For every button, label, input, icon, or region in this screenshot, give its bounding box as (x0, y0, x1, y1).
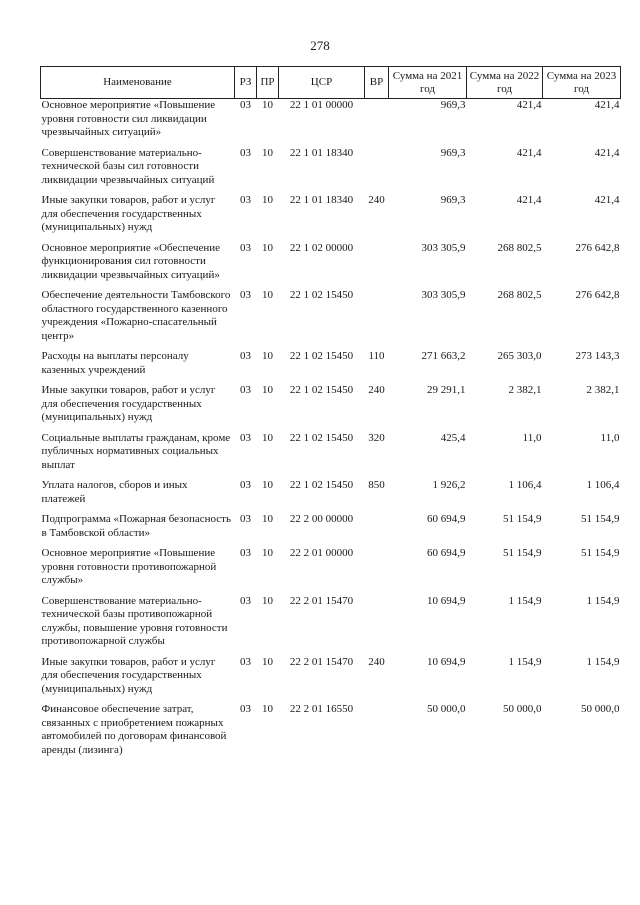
cell-sum-2021: 50 000,0 (427, 703, 466, 715)
cell-vr: 240 (368, 194, 385, 206)
cell-name: Обеспечение деятельности Тамбовского областного государственного казенного учреждения «Пожарно-спасательный центр» (41, 289, 231, 342)
cell-sum-2023: 50 000,0 (581, 703, 620, 715)
cell-csr: 22 2 01 00000 (289, 547, 354, 559)
cell-rz: 03 (240, 547, 251, 559)
cell-sum-2021: 425,4 (440, 431, 466, 444)
cell-csr: 22 1 01 00000 (289, 99, 354, 111)
cell-sum-2023: 11,0 (600, 431, 620, 444)
cell-pr: 10 (262, 289, 273, 301)
cell-name: Основное мероприятие «Обеспечение функционирования сил готовности ликвидации чрезвычайных ситуаций» (41, 241, 221, 281)
cell-rz: 03 (240, 194, 251, 206)
cell-sum-2023: 276 642,8 (575, 289, 620, 301)
cell-sum-2023: 421,4 (594, 194, 620, 206)
cell-sum-2023: 421,4 (594, 99, 620, 111)
cell-rz: 03 (240, 350, 251, 362)
cell-sum-2021: 10 694,9 (427, 594, 466, 607)
cell-csr: 22 1 01 18340 (289, 146, 354, 159)
cell-name: Финансовое обеспечение затрат, связанных с приобретением пожарных автомобилей по договорам финансовой аренды (лизинга) (41, 703, 227, 756)
cell-sum-2022: 421,4 (516, 146, 542, 159)
cell-csr: 22 1 02 15450 (289, 384, 354, 396)
cell-name: Иные закупки товаров, работ и услуг для обеспечения государственных (муниципальных) нужд (41, 194, 216, 233)
cell-sum-2021: 303 305,9 (421, 241, 466, 254)
cell-vr (365, 99, 389, 147)
cell-csr: 22 1 02 15450 (289, 350, 354, 362)
cell-csr: 22 2 01 15470 (289, 655, 354, 668)
cell-csr: 22 1 02 00000 (289, 241, 354, 254)
cell-vr: 240 (368, 655, 385, 668)
cell-sum-2022: 268 802,5 (497, 241, 542, 254)
cell-rz: 03 (240, 384, 251, 396)
cell-sum-2023: 1 106,4 (586, 479, 620, 491)
cell-pr: 10 (262, 384, 273, 396)
cell-sum-2022: 265 303,0 (497, 350, 542, 362)
table-row (41, 479, 621, 513)
cell-name: Совершенствование материально-технической базы противопожарной службы, повышение уровня готовности противопожарной службы (41, 594, 228, 647)
cell-sum-2022: 421,4 (516, 99, 542, 111)
cell-sum-2021: 271 663,2 (421, 350, 466, 362)
cell-rz: 03 (240, 241, 251, 254)
page-number: 278 (310, 38, 330, 53)
cell-vr (365, 595, 389, 656)
table-row (41, 289, 621, 350)
cell-sum-2023: 276 642,8 (575, 241, 620, 254)
cell-pr: 10 (262, 655, 273, 668)
table-row (41, 547, 621, 595)
cell-name: Совершенствование материально-технической базы сил готовности ликвидации чрезвычайных ситуаций (41, 146, 215, 186)
cell-sum-2023: 51 154,9 (581, 513, 620, 525)
cell-name: Основное мероприятие «Повышение уровня готовности противопожарной службы» (41, 547, 217, 586)
cell-sum-2021: 10 694,9 (427, 655, 466, 668)
cell-csr: 22 2 01 16550 (289, 703, 354, 715)
table-header-row (41, 67, 621, 99)
cell-sum-2021: 969,3 (440, 146, 466, 159)
cell-vr: 320 (368, 431, 385, 444)
cell-pr: 10 (262, 146, 273, 159)
cell-name: Иные закупки товаров, работ и услуг для обеспечения государственных (муниципальных) нужд (41, 384, 216, 423)
table-row (41, 194, 621, 242)
table-row (41, 384, 621, 432)
cell-sum-2023: 2 382,1 (586, 384, 620, 396)
cell-sum-2023: 273 143,3 (575, 350, 620, 362)
header-sum-2021: Сумма на 2021 год (389, 67, 467, 99)
cell-vr: 110 (368, 350, 385, 362)
cell-rz: 03 (240, 99, 251, 111)
cell-sum-2022: 2 382,1 (508, 384, 542, 396)
cell-pr: 10 (262, 431, 273, 444)
header-pr: ПР (257, 67, 279, 99)
cell-sum-2022: 1 154,9 (508, 655, 542, 668)
cell-sum-2021: 60 694,9 (427, 547, 466, 559)
cell-name: Подпрограмма «Пожарная безопасность в Тамбовской области» (41, 513, 231, 539)
cell-sum-2022: 268 802,5 (497, 289, 542, 301)
cell-name: Расходы на выплаты персоналу казенных учреждений (41, 350, 189, 376)
cell-sum-2022: 50 000,0 (503, 703, 542, 715)
cell-vr (365, 242, 389, 290)
table-row (41, 703, 621, 764)
cell-sum-2023: 1 154,9 (586, 655, 620, 668)
cell-sum-2021: 969,3 (440, 99, 466, 111)
cell-name: Уплата налогов, сборов и иных платежей (41, 479, 188, 505)
table-body (41, 99, 621, 765)
cell-csr: 22 1 02 15450 (289, 289, 354, 301)
header-csr: ЦСР (279, 67, 365, 99)
cell-pr: 10 (262, 513, 273, 525)
cell-vr (365, 147, 389, 195)
cell-csr: 22 1 02 15450 (289, 479, 354, 491)
cell-name: Основное мероприятие «Повышение уровня готовности сил ликвидации чрезвычайных ситуаций» (41, 99, 216, 138)
cell-name: Социальные выплаты гражданам, кроме публичных нормативных социальных выплат (41, 431, 231, 471)
cell-sum-2023: 51 154,9 (581, 547, 620, 559)
cell-sum-2021: 969,3 (440, 194, 466, 206)
cell-sum-2022: 51 154,9 (503, 513, 542, 525)
cell-csr: 22 1 02 15450 (289, 431, 354, 444)
header-sum-2023: Сумма на 2023 год (543, 67, 621, 99)
cell-pr: 10 (262, 194, 273, 206)
cell-rz: 03 (240, 513, 251, 525)
cell-sum-2022: 51 154,9 (503, 547, 542, 559)
cell-rz: 03 (240, 146, 251, 159)
header-vr: ВР (365, 67, 389, 99)
cell-rz: 03 (240, 479, 251, 491)
table-row (41, 99, 621, 147)
cell-sum-2023: 421,4 (594, 146, 620, 159)
table-row (41, 432, 621, 480)
cell-sum-2021: 29 291,1 (427, 384, 466, 396)
cell-csr: 22 1 01 18340 (289, 194, 354, 206)
table-row (41, 656, 621, 704)
cell-sum-2022: 11,0 (522, 431, 542, 444)
cell-vr (365, 513, 389, 547)
cell-rz: 03 (240, 703, 251, 715)
header-sum-2022: Сумма на 2022 год (467, 67, 543, 99)
cell-pr: 10 (262, 350, 273, 362)
cell-pr: 10 (262, 547, 273, 559)
cell-pr: 10 (262, 479, 273, 491)
table-row (41, 147, 621, 195)
cell-sum-2023: 1 154,9 (586, 594, 620, 607)
cell-vr (365, 547, 389, 595)
cell-pr: 10 (262, 99, 273, 111)
table-row (41, 242, 621, 290)
cell-vr: 240 (368, 384, 385, 396)
table-row (41, 595, 621, 656)
cell-sum-2022: 1 154,9 (508, 594, 542, 607)
table-row (41, 350, 621, 384)
cell-vr (365, 703, 389, 764)
cell-sum-2021: 60 694,9 (427, 513, 466, 525)
cell-rz: 03 (240, 431, 251, 444)
header-name: Наименование (41, 67, 235, 99)
cell-vr (365, 289, 389, 350)
cell-sum-2021: 1 926,2 (432, 479, 466, 491)
header-rz: РЗ (235, 67, 257, 99)
cell-name: Иные закупки товаров, работ и услуг для обеспечения государственных (муниципальных) нужд (41, 655, 216, 695)
cell-rz: 03 (240, 655, 251, 668)
cell-csr: 22 2 01 15470 (289, 594, 354, 607)
cell-sum-2022: 1 106,4 (508, 479, 542, 491)
cell-rz: 03 (240, 594, 251, 607)
cell-rz: 03 (240, 289, 251, 301)
cell-pr: 10 (262, 594, 273, 607)
cell-csr: 22 2 00 00000 (289, 513, 354, 525)
cell-pr: 10 (262, 241, 273, 254)
budget-table (40, 66, 621, 764)
cell-vr: 850 (368, 479, 385, 491)
cell-sum-2022: 421,4 (516, 194, 542, 206)
cell-sum-2021: 303 305,9 (421, 289, 466, 301)
cell-pr: 10 (262, 703, 273, 715)
table-row (41, 513, 621, 547)
